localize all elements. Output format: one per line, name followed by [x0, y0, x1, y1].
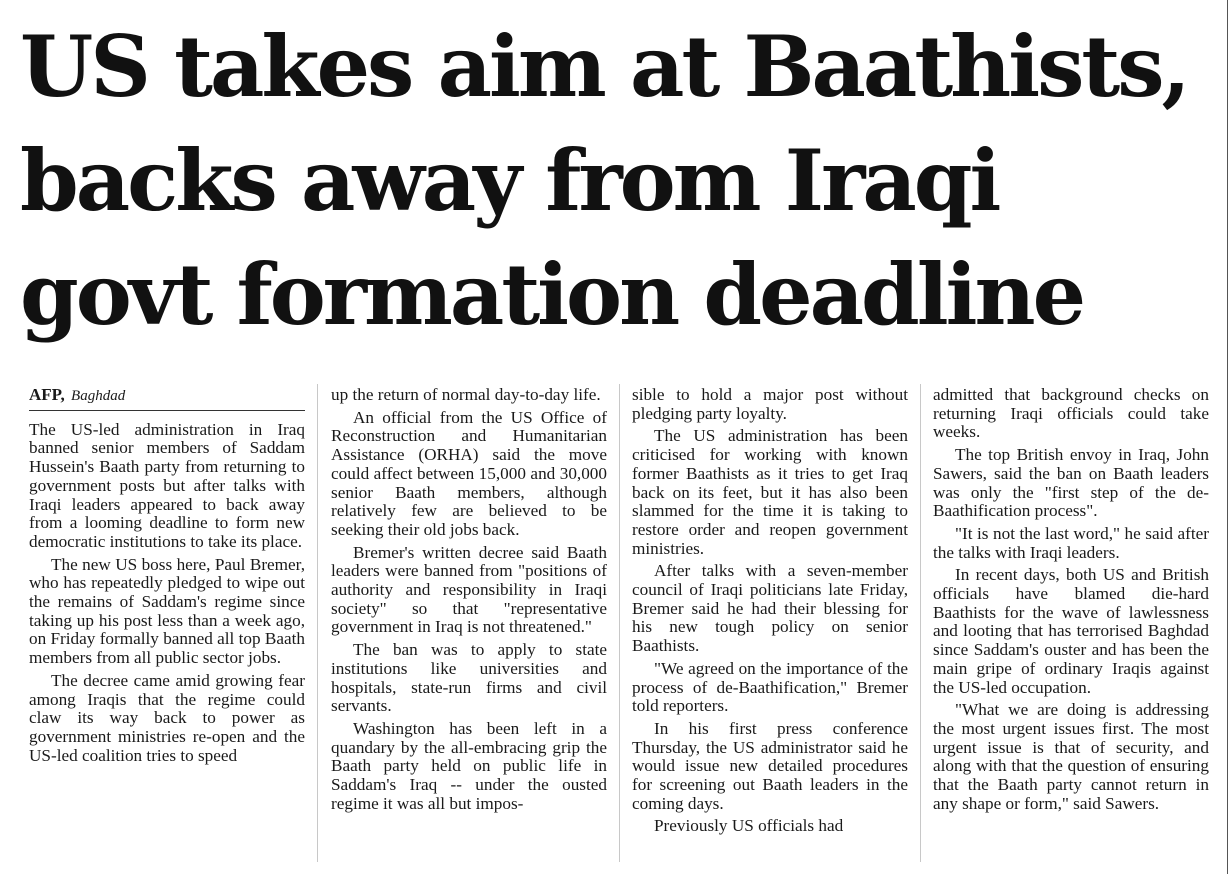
- article-column-3: [632, 386, 908, 840]
- page-edge-rule: [1227, 0, 1228, 874]
- article-paragraph: The top British envoy in Iraq, John Sawers, said the ban on Baath leaders was only the "first step of the de-Baathification process".: [933, 445, 1209, 521]
- article-paragraph: up the return of normal day-to-day life.: [331, 385, 601, 404]
- article-paragraph: Previously US officials had: [654, 816, 844, 836]
- article-column-2: [331, 386, 607, 817]
- byline-agency: AFP,: [29, 385, 65, 404]
- article-paragraph: In recent days, both US and British officials have blamed die-hard Baathists for the wave of lawlessness and looting that has terrorised Baghdad since Saddam's ouster and has been the main gripe of ordinary Iraqis against the US-led occupation.: [933, 565, 1209, 697]
- article-paragraph: The US-led administration in Iraq banned senior members of Saddam Hussein's Baath party from returning to government posts but after talks with Iraqi leaders appeared to back away from a looming deadline to form new democratic institutions to take its place.: [29, 419, 305, 551]
- article-paragraph: The ban was to apply to state institutions like universities and hospitals, state-run firms and civil servants.: [331, 640, 607, 716]
- headline-line-1: US takes aim at Baathists,: [20, 17, 1188, 116]
- article-column-4: [933, 386, 1209, 817]
- article-paragraph: The new US boss here, Paul Bremer, who has repeatedly pledged to wipe out the remains of Saddam's regime since taking up his post less than a week ago, on Friday formally banned all top Baath members from all public sector jobs.: [29, 554, 305, 668]
- column-divider: [920, 384, 921, 862]
- article-column-1: [29, 386, 305, 769]
- article-paragraph: An official from the US Office of Reconstruction and Humanitarian Assistance (ORHA) said the move could affect between 15,000 and 30,000 senior Baath members, although relatively few are believed to be seeking their old jobs back.: [331, 407, 607, 539]
- article-paragraph: In his first press conference Thursday, the US administrator said he would issue new detailed procedures for screening out Baath leaders in the coming days.: [632, 718, 908, 813]
- headline-line-2: backs away from Iraqi: [20, 131, 999, 230]
- article-paragraph: Washington has been left in a quandary by the all-embracing grip the Baath party held on public life in Saddam's Iraq -- under the ousted regime it was all but impos-: [331, 718, 607, 813]
- byline: [29, 386, 305, 411]
- byline-place: Baghdad: [71, 388, 126, 404]
- article-paragraph: The US administration has been criticised for working with known former Baathists as it tries to get Iraq back on its feet, but it has also been slammed for the time it is taking to restore order and reopen government ministries.: [632, 426, 908, 558]
- article-paragraph: The decree came amid growing fear among Iraqis that the regime could claw its way back to power as government ministries re-open and the US-led coalition tries to speed: [29, 670, 305, 765]
- headline-line-3: govt formation deadline: [20, 245, 1084, 344]
- article-paragraph: "It is not the last word," he said after the talks with Iraqi leaders.: [933, 523, 1209, 562]
- article-paragraph: "What we are doing is addressing the most urgent issues first. The most urgent issue is that of security, and along with that the question of ensuring that the Baath party cannot return in any shape or form," said Sawers.: [933, 700, 1209, 813]
- headline: [20, 10, 1215, 352]
- article-paragraph: Bremer's written decree said Baath leaders were banned from "positions of authority and responsibility in Iraqi society" so that "representative government in Iraq is not threatened.": [331, 542, 607, 637]
- article-paragraph: admitted that background checks on returning Iraqi officials could take weeks.: [933, 385, 1209, 442]
- article-paragraph: "We agreed on the importance of the process of de-Baathification," Bremer told reporters.: [632, 658, 908, 716]
- column-divider: [619, 384, 620, 862]
- column-divider: [317, 384, 318, 862]
- article-paragraph: sible to hold a major post without pledging party loyalty.: [632, 385, 908, 423]
- article-paragraph: After talks with a seven-member council of Iraqi politicians late Friday, Bremer said he had their blessing for his new tough policy on senior Baathists.: [632, 561, 908, 656]
